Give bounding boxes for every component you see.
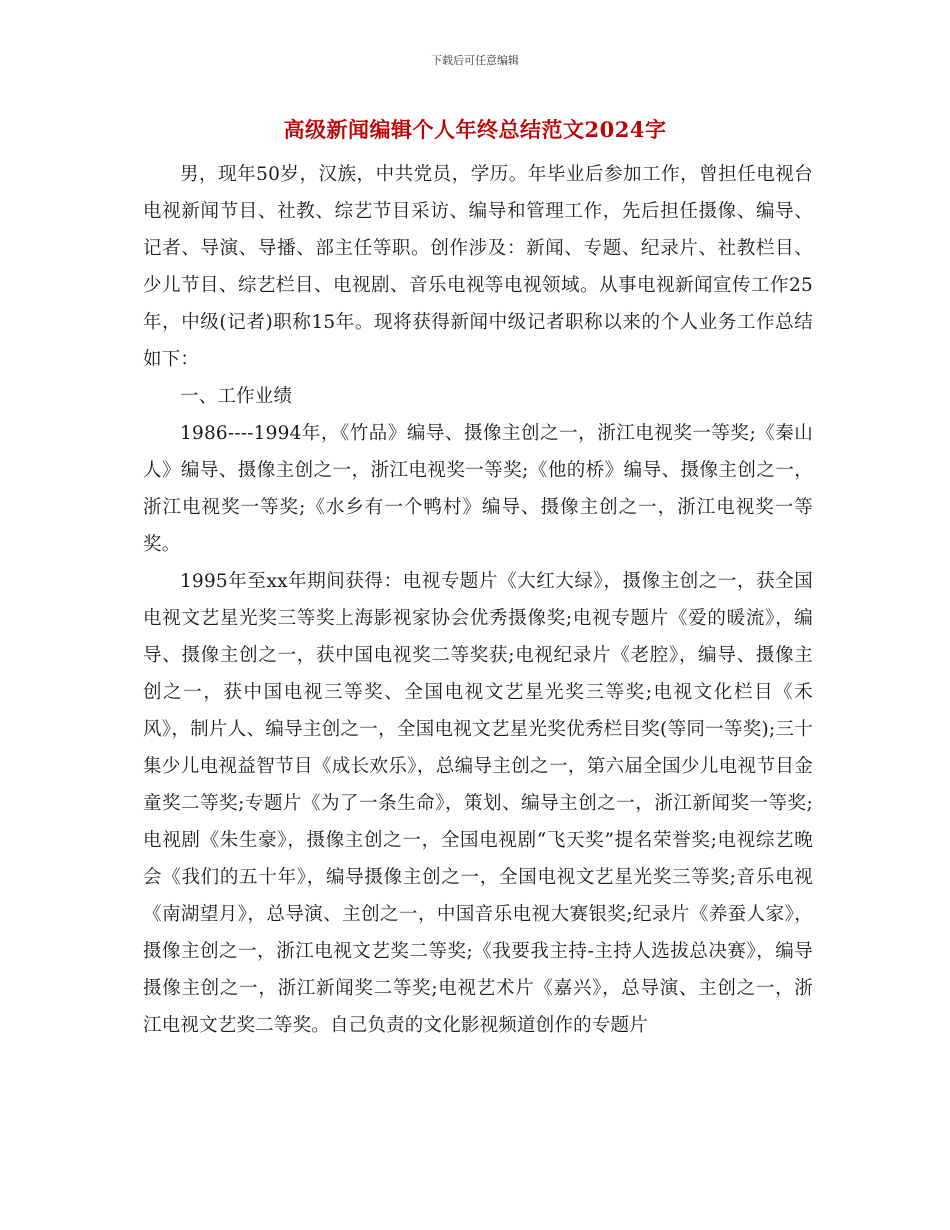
paragraph-1986-1994: 1986----1994年，《竹品》编导、摄像主创之一，浙江电视奖一等奖;《秦山人》编导、摄像主创之一，浙江电视奖一等奖;《他的桥》编导、摄像主创之一，浙江电视奖一等奖;《水乡有一个鸭村》编导、摄像主创之一，浙江电视奖一等奖。 — [143, 423, 813, 555]
paragraph-intro: 男，现年50岁，汉族，中共党员，学历。年毕业后参加工作，曾担任电视台电视新闻节目、社教、综艺节目采访、编导和管理工作，先后担任摄像、编导、记者、导演、导播、部主任等职。创作涉及：新闻、专题、纪录片、社教栏目、少儿节目、综艺栏目、电视剧、音乐电视等电视领域。从事电视新闻宣传工作25年，中级(记者)职称15年。现将获得新闻中级记者职称以来的个人业务工作总结如下： — [143, 164, 813, 370]
header-note: 下载后可任意编辑 — [431, 54, 519, 67]
document-title: 高级新闻编辑个人年终总结范文2024字 — [283, 117, 667, 142]
section-heading-achievements: 一、工作业绩 — [180, 386, 293, 407]
document-body — [143, 156, 813, 1044]
paragraph-1995-awards: 1995年至xx年期间获得：电视专题片《大红大绿》，摄像主创之一，获全国电视文艺星光奖三等奖上海影视家协会优秀摄像奖;电视专题片《爱的暖流》，编导、摄像主创之一，获中国电视奖二等奖获;电视纪录片《老腔》，编导、摄像主创之一，获中国电视三等奖、全国电视文艺星光奖三等奖;电视文化栏目《禾风》，制片人、编导主创之一，全国电视文艺星光奖优秀栏目奖(等同一等奖);三十集少儿电视益智节目《成长欢乐》，总编导主创之一，第六届全国少儿电视节目金童奖二等奖;专题片《为了一条生命》，策划、编导主创之一，浙江新闻奖一等奖;电视剧《朱生豪》，摄像主创之一，全国电视剧“飞天奖”提名荣誉奖;电视综艺晚会《我们的五十年》，编导摄像主创之一，全国电视文艺星光奖三等奖;音乐电视《南湖望月》，总导演、主创之一，中国音乐电视大赛银奖;纪录片《养蚕人家》，摄像主创之一，浙江电视文艺奖二等奖;《我要我主持-主持人选拔总决赛》，编导摄像主创之一，浙江新闻奖二等奖;电视艺术片《嘉兴》，总导演、主创之一，浙江电视文艺奖二等奖。自己负责的文化影视频道创作的专题片 — [143, 571, 813, 1036]
